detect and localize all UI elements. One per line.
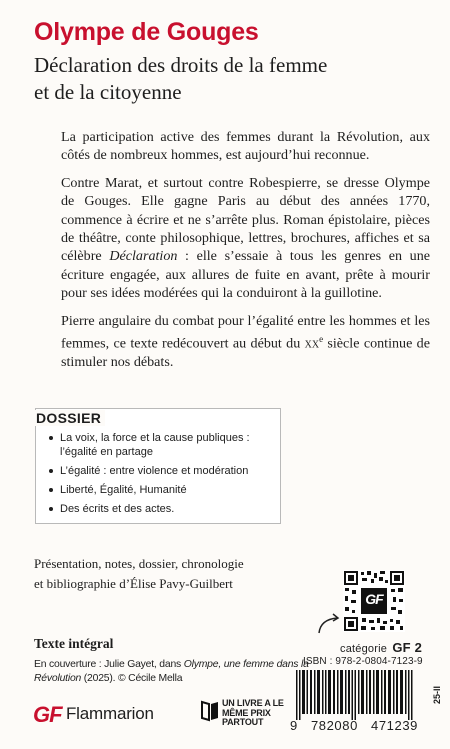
qr-center-logo: GF <box>365 591 383 607</box>
category-value: GF 2 <box>392 640 423 655</box>
curved-arrow-icon <box>316 612 342 636</box>
book-price-icon <box>200 700 220 722</box>
blurb <box>61 128 430 381</box>
blurb-p2-end: : elle s’essaie à tous les genres en une écriture engagée, aux allures de fuite en avant, prête à mourir pour ses idées modérées qui la conduiront à la guillotine. <box>61 248 431 302</box>
blurb-paragraph-1: La participation active des femmes durant la Révolution, aux côtés de nombreux hommes, est aujourd’hui reconnue. <box>61 129 430 164</box>
category-label: catégorie <box>340 643 388 655</box>
blurb-p3-start: Pierre angulaire du combat pour l’égalité entre les hommes et les femmes, ce texte redécouvert au début du <box>61 312 430 352</box>
spine-code: 25-II <box>432 685 442 704</box>
cover-prefix: En couverture : Julie Gayet, dans <box>34 659 184 670</box>
barcode <box>296 670 416 720</box>
cover-credit <box>34 658 334 685</box>
publisher-name: Flammarion <box>66 704 154 723</box>
barcode-digit-group: 9 <box>290 718 298 733</box>
dossier-item: La voix, la force et la cause publiques : l’égalité en partage <box>48 431 276 459</box>
title-line-2: et de la citoyenne <box>34 80 182 104</box>
credits-line-2: et bibliographie d’Élise Pavy-Guilbert <box>34 576 233 591</box>
blurb-p3-century: xx <box>304 335 320 352</box>
credits-line-1: Présentation, notes, dossier, chronologie <box>34 556 244 571</box>
dossier-item: Des écrits et des actes. <box>48 502 276 516</box>
book-title <box>34 52 424 106</box>
credits <box>34 554 314 594</box>
isbn: ISBN : 978-2-0804-7123-9 <box>303 656 423 667</box>
integral-text-label: Texte intégral <box>34 636 114 651</box>
prix-unique-label: UN LIVRE A LE MÊME PRIX PARTOUT <box>222 698 284 727</box>
title-line-1: Déclaration des droits de la femme <box>34 53 328 77</box>
dossier-label: DOSSIER <box>34 410 105 426</box>
cover-suffix: (2025). © Cécile Mella <box>81 672 183 684</box>
blurb-p2-start: Contre Marat, et surtout contre Robespierre, se dresse Olympe de Gouges. Elle gagne Paris au début des années 1770, commence à écrire et ne s’arrête plus. Roman épistolaire, pièces de théâtre, conte philosophique, lettres, brochures, affiches et sa célèbre <box>61 174 430 265</box>
cover-italic: Olympe, une femme dans la Révolution <box>34 659 309 684</box>
barcode-digit-group: 782080 <box>310 718 358 733</box>
blurb-paragraph-3 <box>61 312 430 372</box>
dossier-list <box>48 431 276 521</box>
barcode-digit-group: 471239 <box>371 718 418 733</box>
dossier-item: L’égalité : entre violence et modération <box>48 464 276 478</box>
barcode-digits <box>290 718 418 733</box>
author-name: Olympe de Gouges <box>34 18 259 46</box>
blurb-p3-sup: e <box>319 334 324 345</box>
blurb-p3-end: siècle continue de stimuler nos débats. <box>61 335 430 371</box>
gf-logo: GF <box>33 702 62 727</box>
dossier-item: Liberté, Égalité, Humanité <box>48 483 276 497</box>
blurb-paragraph-2 <box>61 174 430 303</box>
category <box>340 640 422 655</box>
blurb-p2-italic: Déclaration <box>109 248 178 265</box>
